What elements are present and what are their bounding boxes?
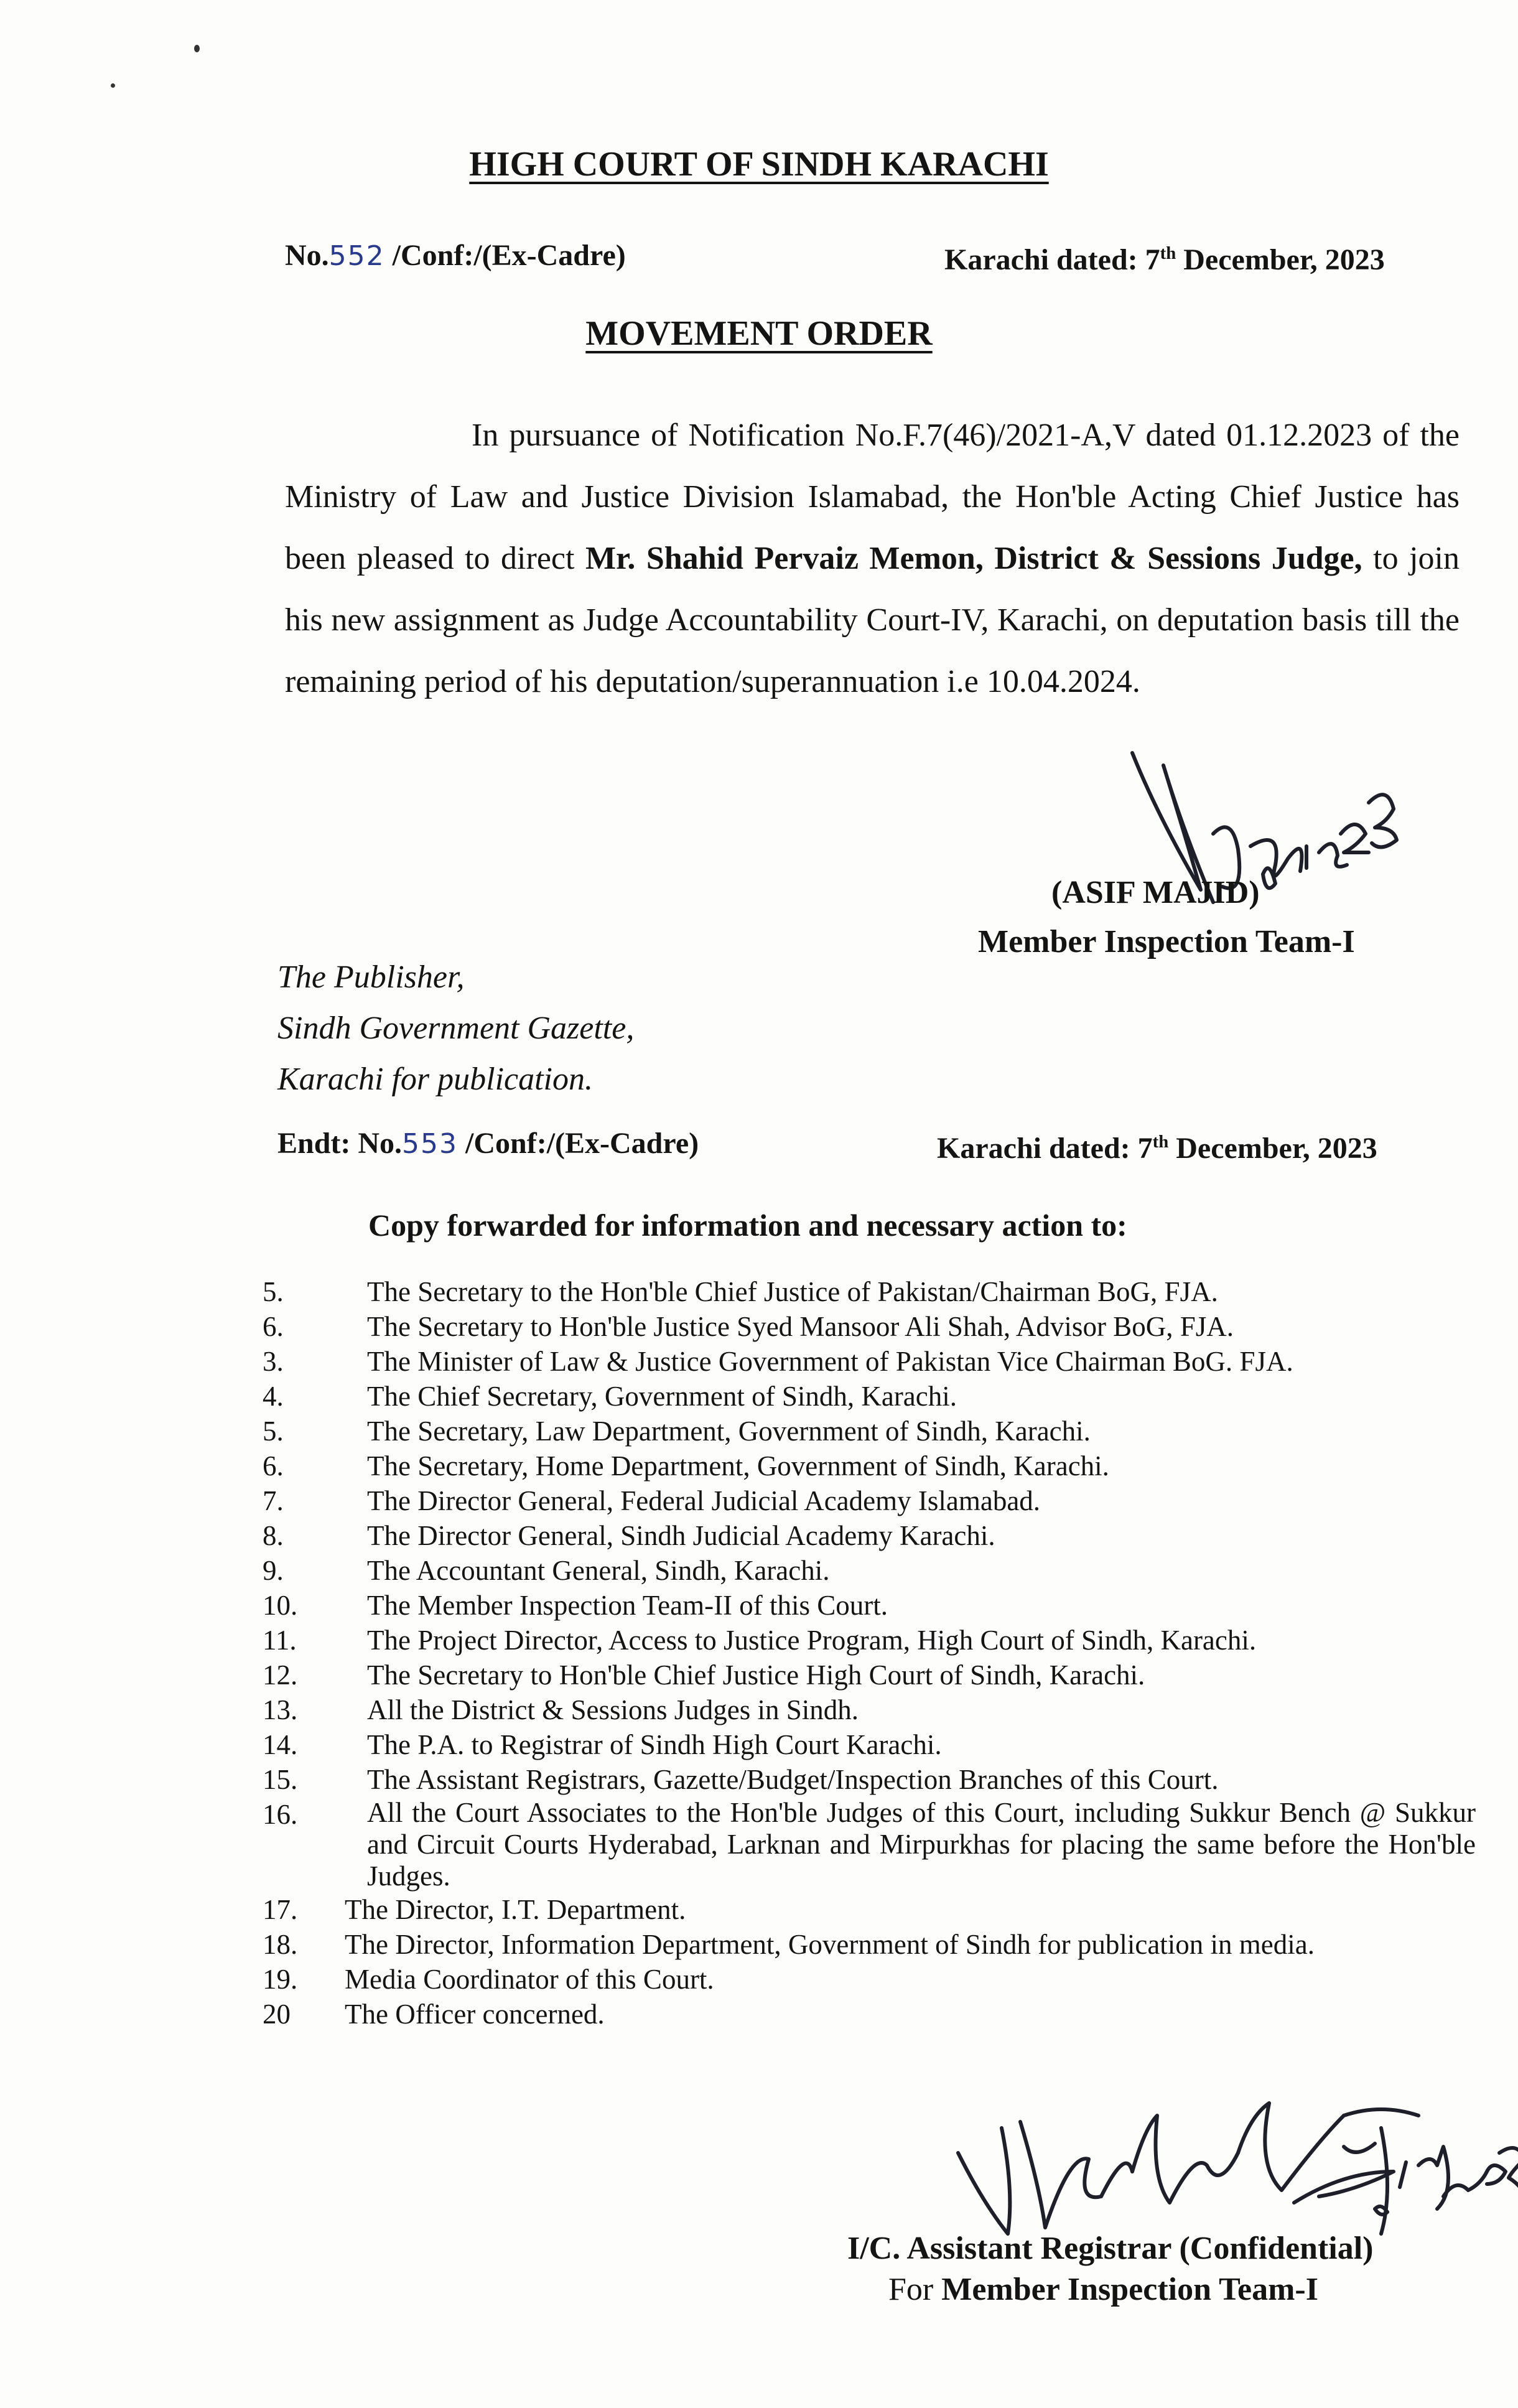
recipient-text: All the Court Associates to the Hon'ble Judges of this Court, including Sukkur Bench @ Sukkur and Circuit Courts Hyderabad, Larknan and Mirpurkhas for placing the same before the Hon'ble Judges.: [367, 1797, 1476, 1892]
recipient-item: [263, 1274, 1476, 1309]
recipient-number: 10.: [263, 1590, 298, 1621]
recipient-text: The Director General, Sindh Judicial Academy Karachi.: [367, 1520, 995, 1551]
recipient-number: 7.: [263, 1485, 284, 1516]
body-part2: to join his new assignment as Judge Accountability Court-IV, Karachi, on deputation basis till the remaining period of his deputation/superannuation i.e 10.04.2024.: [285, 541, 1460, 699]
endorsement-handwritten-number: 553: [402, 1128, 459, 1160]
recipient-text: The Accountant General, Sindh, Karachi.: [367, 1555, 830, 1586]
body-part1: In pursuance of Notification No.F.7(46)/2021-A,V dated 01.12.2023 of the Ministry of Law and Justice Division Islamabad, the Hon'ble Acting Chief Justice has been pleased to direct: [285, 418, 1460, 576]
recipient-item: [263, 1449, 1476, 1483]
recipient-item: [263, 1997, 1476, 2032]
recipient-text: The Director General, Federal Judicial Academy Islamabad.: [367, 1485, 1041, 1516]
recipient-item: [263, 1892, 1476, 1927]
publisher-line3: Karachi for publication.: [277, 1062, 593, 1097]
handwritten-signature-2: [946, 2078, 1518, 2252]
recipient-text: The Secretary to Hon'ble Chief Justice High Court of Sindh, Karachi.: [367, 1659, 1145, 1691]
date-sup: th: [1160, 243, 1176, 263]
recipient-text: The Minister of Law & Justice Government of Pakistan Vice Chairman BoG. FJA.: [367, 1346, 1293, 1377]
recipient-number: 6.: [263, 1450, 284, 1482]
endorsement-date-suffix: December, 2023: [1168, 1132, 1377, 1165]
recipient-item: [263, 1762, 1476, 1797]
publisher-line2: Sindh Government Gazette,: [277, 1010, 635, 1046]
recipient-item: [263, 1309, 1476, 1344]
reference-handwritten-number: 552: [328, 240, 385, 272]
date-prefix: Karachi dated: 7: [944, 243, 1160, 276]
recipient-item: [263, 1588, 1476, 1623]
endorsement-date-prefix: Karachi dated: 7: [937, 1132, 1153, 1165]
recipient-text: The Project Director, Access to Justice Program, High Court of Sindh, Karachi.: [367, 1625, 1257, 1656]
issue-date: [944, 243, 1385, 277]
recipient-number: 14.: [263, 1729, 298, 1760]
recipient-item: [263, 1727, 1476, 1762]
recipient-item: [263, 1962, 1476, 1997]
recipient-text: The Secretary, Home Department, Government of Sindh, Karachi.: [367, 1450, 1109, 1482]
recipient-text: The Chief Secretary, Government of Sindh, Karachi.: [367, 1381, 957, 1412]
recipient-item: [263, 1658, 1476, 1692]
officer-name: Mr. Shahid Pervaiz Memon, District & Sessions Judge,: [585, 541, 1362, 576]
publisher-line1: The Publisher,: [277, 959, 465, 995]
endorsement-date-sup: th: [1152, 1132, 1169, 1152]
recipient-text: The Officer concerned.: [345, 1999, 605, 2030]
recipient-number: 16.: [263, 1799, 298, 1830]
recipient-text: The Secretary to Hon'ble Justice Syed Mansoor Ali Shah, Advisor BoG, FJA.: [367, 1311, 1234, 1342]
recipient-number: 17.: [263, 1894, 298, 1925]
recipient-text: The Assistant Registrars, Gazette/Budget/Inspection Branches of this Court.: [367, 1764, 1219, 1795]
recipient-number: 5.: [263, 1276, 284, 1307]
recipient-number: 6.: [263, 1311, 284, 1342]
recipient-item: [263, 1518, 1476, 1553]
recipient-item: [263, 1553, 1476, 1588]
reference-number: [285, 238, 626, 273]
recipients-list: [263, 1274, 1476, 2032]
recipient-item: [263, 1414, 1476, 1449]
recipient-number: 13.: [263, 1694, 298, 1725]
signatory1-name: (ASIF MAJID): [1051, 875, 1260, 910]
recipient-text: The Secretary, Law Department, Government of Sindh, Karachi.: [367, 1416, 1091, 1447]
recipient-text: All the District & Sessions Judges in Sindh.: [367, 1694, 859, 1725]
recipient-item: [263, 1797, 1476, 1892]
recipient-text: The Member Inspection Team-II of this Court.: [367, 1590, 888, 1621]
reference-suffix: /Conf:/(Ex-Cadre): [392, 239, 626, 272]
recipient-text: The P.A. to Registrar of Sindh High Court Karachi.: [367, 1729, 942, 1760]
recipient-item: [263, 1623, 1476, 1658]
copy-forwarded-heading: Copy forwarded for information and necessary action to:: [368, 1208, 1127, 1243]
scan-speck: [194, 45, 200, 52]
recipient-item: [263, 1483, 1476, 1518]
publisher-address: [277, 952, 634, 1105]
recipient-number: 12.: [263, 1659, 298, 1691]
order-body: [285, 404, 1460, 712]
recipient-number: 8.: [263, 1520, 284, 1551]
reference-prefix: No.: [285, 239, 329, 272]
recipient-number: 20: [263, 1999, 291, 2030]
recipient-number: 4.: [263, 1381, 284, 1412]
recipient-number: 15.: [263, 1764, 298, 1795]
scan-speck: [111, 83, 115, 88]
recipient-item: [263, 1692, 1476, 1727]
signatory2-for-office: Member Inspection Team-I: [941, 2272, 1318, 2307]
signatory2-for-line: [888, 2271, 1318, 2308]
recipient-number: 5.: [263, 1416, 284, 1447]
recipient-number: 9.: [263, 1555, 284, 1586]
recipient-text: The Director, Information Department, Government of Sindh for publication in media.: [345, 1929, 1315, 1960]
recipient-item: [263, 1344, 1476, 1379]
recipient-number: 11.: [263, 1625, 297, 1656]
order-title: MOVEMENT ORDER: [585, 314, 933, 353]
endorsement-number: [277, 1126, 699, 1160]
recipient-number: 18.: [263, 1929, 298, 1960]
endorsement-date: [937, 1131, 1377, 1165]
recipient-number: 19.: [263, 1964, 298, 1995]
recipient-text: The Secretary to the Hon'ble Chief Justice of Pakistan/Chairman BoG, FJA.: [367, 1276, 1218, 1307]
recipient-text: The Director, I.T. Department.: [345, 1894, 686, 1925]
endorsement-prefix: Endt: No.: [277, 1127, 403, 1160]
endorsement-suffix: /Conf:/(Ex-Cadre): [465, 1127, 699, 1160]
signatory2-for-prefix: For: [888, 2272, 942, 2307]
recipient-number: 3.: [263, 1346, 284, 1377]
court-title: HIGH COURT OF SINDH KARACHI: [469, 145, 1049, 184]
recipient-item: [263, 1927, 1476, 1962]
signatory1-title: Member Inspection Team-I: [978, 924, 1355, 959]
handwritten-signature-1: [1120, 740, 1406, 946]
date-suffix: December, 2023: [1176, 243, 1385, 276]
recipient-text: Media Coordinator of this Court.: [345, 1964, 714, 1995]
signatory2-title: I/C. Assistant Registrar (Confidential): [847, 2231, 1374, 2266]
recipient-item: [263, 1379, 1476, 1414]
